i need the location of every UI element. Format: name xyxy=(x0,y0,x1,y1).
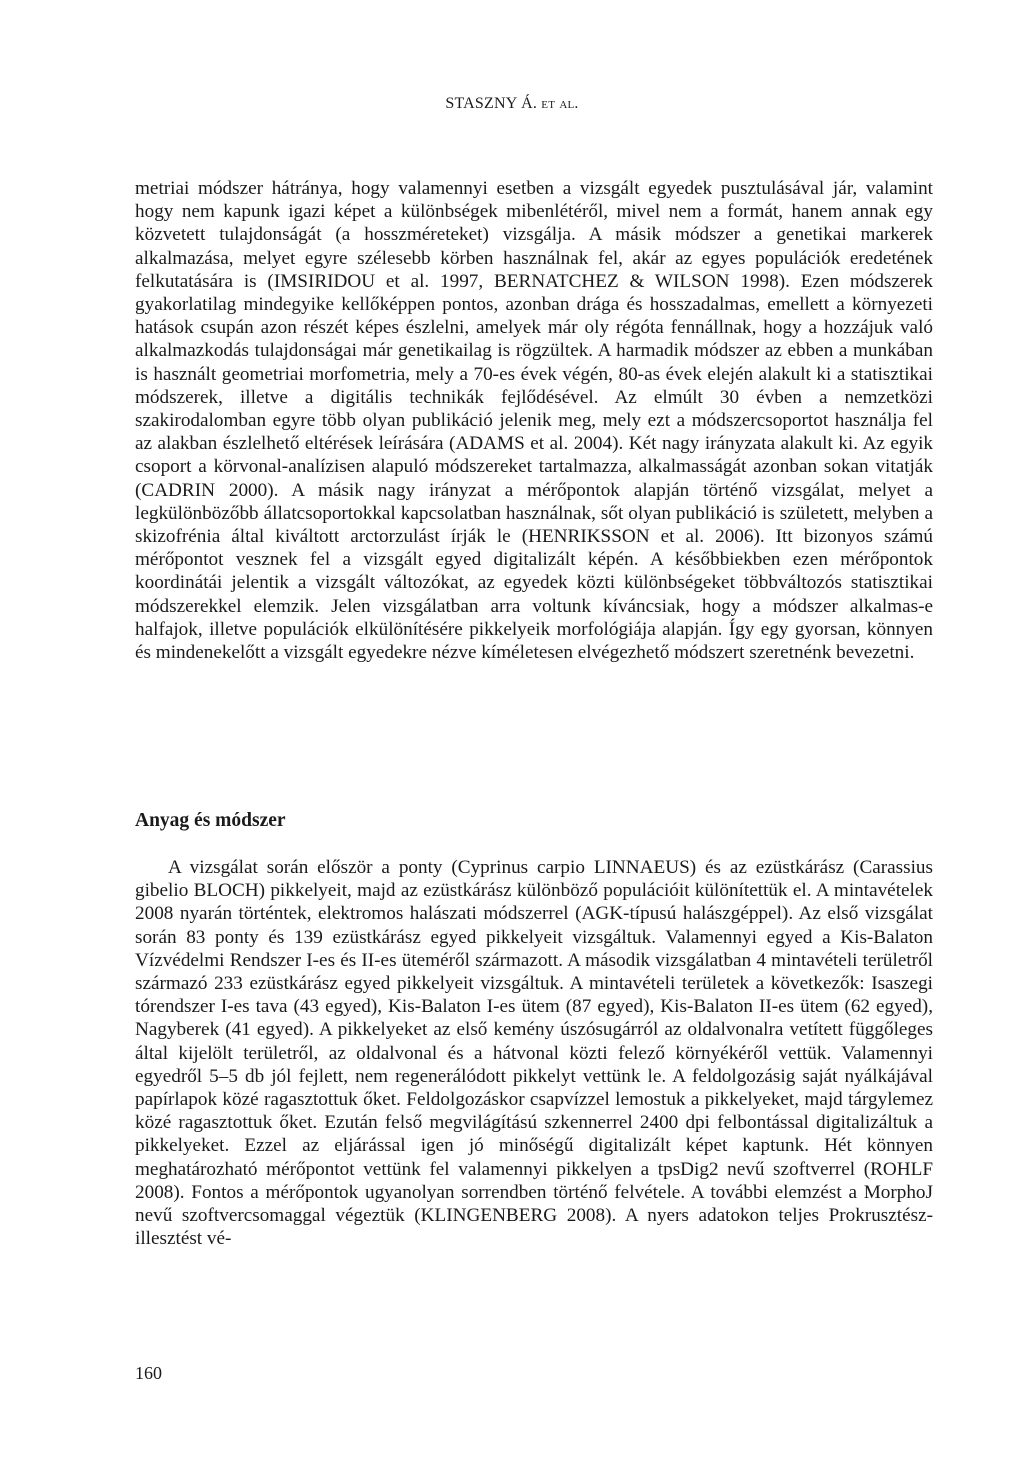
body-paragraph-2: A vizsgálat során először a ponty (Cyprinus carpio LINNAEUS) és az ezüstkárász (Carassius gibelio BLOCH) pikkelyeit, majd az ezüstkárász különböző populációit különítettük el. A mintavételek 2008 nyarán történtek, elektromos halászati módszerrel (AGK-típusú halászgéppel). Az első vizsgálat során 83 ponty és 139 ezüstkárász egyed pikkelyeit vizsgáltuk. Valamennyi egyed a Kis-Balaton Vízvédelmi Rendszer I-es és II-es üteméről származott. A második vizsgálatban 4 mintavételi területről származó 233 ezüstkárász egyed pikkelyeit vizsgáltuk. A mintavételi területek a következők: Isaszegi tórendszer I-es tava (43 egyed), Kis-Balaton I-es ütem (87 egyed), Kis-Balaton II-es ütem (62 egyed), Nagyberek (41 egyed). A pikkelyeket az első kemény úszósugárról az oldalvonalra vetített függőleges által kijelölt területről, az oldalvonal és a hátvonal közti felező környékéről vettük. Valamennyi egyedről 5–5 db jól fejlett, nem regenerálódott pikkelyt vettünk le. A feldolgozásig saját nyálkájával papírlapok közé ragasztottuk őket. Feldolgozáskor csapvízzel lemostuk a pikkelyeket, majd tárgylemez közé ragasztottuk őket. Ezután felső megvilágítású szkennerrel 2400 dpi felbontással digitalizáltuk a pikkelyeket. Ezzel az eljárással igen jó minőségű digitalizált képet kaptunk. Hét könnyen meghatározható mérőpontot vettünk fel valamennyi pikkelyen a tpsDig2 nevű szoftverrel (ROHLF 2008). Fontos a mérőpontok ugyanolyan sorrendben történő felvétele. A további elemzést a MorphoJ nevű szoftvercsomaggal végeztük (KLINGENBERG 2008). A nyers adatokon teljes Prokrusztész-illesztést vé- xyxy=(135,857,933,1250)
section-heading: Anyag és módszer xyxy=(135,810,286,831)
running-head xyxy=(0,95,1024,113)
page-number: 160 xyxy=(135,1363,162,1383)
running-head-text: STASZNY Á. et al. xyxy=(445,95,579,112)
body-paragraph-1: metriai módszer hátránya, hogy valamennyi esetben a vizsgált egyedek pusztulásával jár, valamint hogy nem kapunk igazi képet a különbségek mibenlétéről, mivel nem a formát, hanem annak egy közvetett tulajdonságát (a hosszméreteket) vizsgálja. A másik módszer a genetikai markerek alkalmazása, melyet egyre szélesebb körben használnak fel, akár az egyes populációk eredetének felkutatására is (IMSIRIDOU et al. 1997, BERNATCHEZ & WILSON 1998). Ezen módszerek gyakorlatilag mindegyike kellőképpen pontos, azonban drága és hosszadalmas, emellett a környezeti hatások csupán azon részét képes észlelni, amelyek már oly régóta fennállnak, hogy a hozzájuk való alkalmazkodás tulajdonságai már genetikailag is rögzültek. A harmadik módszer az ebben a munkában is használt geometriai morfometria, mely a 70-es évek végén, 80-as évek elején alakult ki a statisztikai módszerek, illetve a digitális technikák fejlődésével. Az elmúlt 30 évben a nemzetközi szakirodalomban egyre több olyan publikáció jelenik meg, mely ezt a módszercsoportot használja fel az alakban észlelhető eltérések leírására (ADAMS et al. 2004). Két nagy irányzata alakult ki. Az egyik csoport a körvonal-analízisen alapuló módszereket tartalmazza, alkalmasságát azonban sokan vitatják (CADRIN 2000). A másik nagy irányzat a mérőpontok alapján történő vizsgálat, melyet a legkülönbözőbb állatcsoportokkal kapcsolatban használnak, sőt olyan publikáció is született, melyben a skizofrénia által kiváltott arctorzulást írják le (HENRIKSSON et al. 2006). Itt bizonyos számú mérőpontot vesznek fel a vizsgált egyed digitalizált képén. A későbbiekben ezen mérőpontok koordinátái jelentik a vizsgált változókat, az egyedek közti különbségeket többváltozós statisztikai módszerekkel elemzik. Jelen vizsgálatban arra voltunk kíváncsiak, hogy a módszer alkalmas-e halfajok, illetve populációk elkülönítésére pikkelyeik morfológiája alapján. Így egy gyorsan, könnyen és mindenekelőtt a vizsgált egyedekre nézve kíméletesen elvégezhető módszert szeretnénk bevezetni. xyxy=(135,178,933,664)
